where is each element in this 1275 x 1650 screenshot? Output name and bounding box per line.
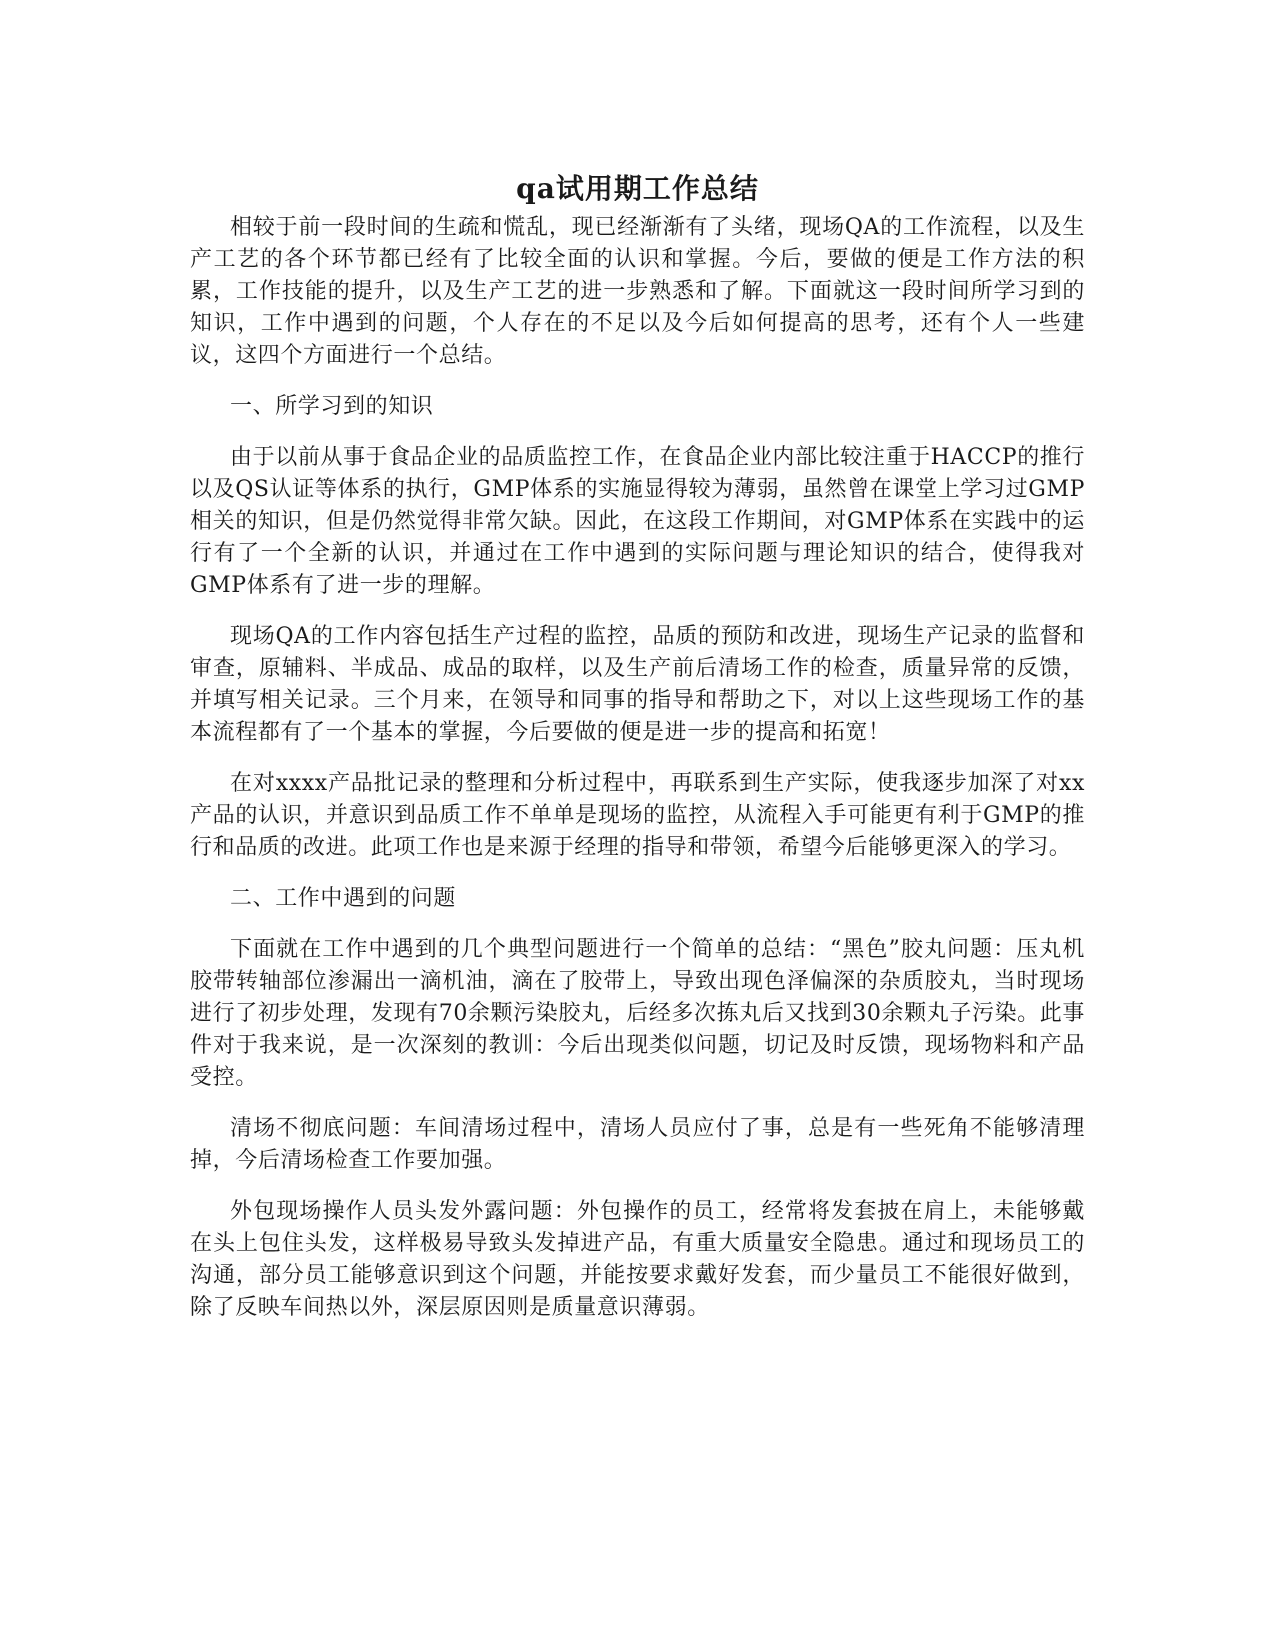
document-body	[190, 212, 1085, 1343]
paragraph-batch-records: 在对xxxx产品批记录的整理和分析过程中，再联系到生产实际，使我逐步加深了对xx产品的认识，并意识到品质工作不单单是现场的监控，从流程入手可能更有利于GMP的推行和品质的改进。此项工作也是来源于经理的指导和带领，希望今后能够更深入的学习。	[190, 771, 1085, 860]
paragraph-hair-exposure: 外包现场操作人员头发外露问题：外包操作的员工，经常将发套披在肩上，未能够戴在头上包住头发，这样极易导致头发掉进产品，有重大质量安全隐患。通过和现场员工的沟通，部分员工能够意识到这个问题，并能按要求戴好发套，而少量员工不能很好做到，除了反映车间热以外，深层原因则是质量意识薄弱。	[190, 1199, 1085, 1320]
paragraph-cleaning: 清场不彻底问题：车间清场过程中，清场人员应付了事，总是有一些死角不能够清理掉，今后清场检查工作要加强。	[190, 1116, 1085, 1173]
section-heading-problems: 二、工作中遇到的问题	[230, 886, 457, 911]
section-heading-knowledge: 一、所学习到的知识	[230, 394, 434, 419]
paragraph-qa-duties: 现场QA的工作内容包括生产过程的监控，品质的预防和改进，现场生产记录的监督和审查，原辅料、半成品、成品的取样，以及生产前后清场工作的检查，质量异常的反馈，并填写相关记录。三个月来，在领导和同事的指导和帮助之下，对以上这些现场工作的基本流程都有了一个基本的掌握，今后要做的便是进一步的提高和拓宽！	[190, 624, 1085, 745]
paragraph-black-capsule: 下面就在工作中遇到的几个典型问题进行一个简单的总结：“黑色”胶丸问题：压丸机胶带转轴部位渗漏出一滴机油，滴在了胶带上，导致出现色泽偏深的杂质胶丸，当时现场进行了初步处理，发现有70余颗污染胶丸，后经多次拣丸后又找到30余颗丸子污染。此事件对于我来说，是一次深刻的教训：今后出现类似问题，切记及时反馈，现场物料和产品受控。	[190, 937, 1085, 1090]
paragraph-intro: 相较于前一段时间的生疏和慌乱，现已经渐渐有了头绪，现场QA的工作流程，以及生产工艺的各个环节都已经有了比较全面的认识和掌握。今后，要做的便是工作方法的积累，工作技能的提升，以及生产工艺的进一步熟悉和了解。下面就这一段时间所学习到的知识，工作中遇到的问题，个人存在的不足以及今后如何提高的思考，还有个人一些建议，这四个方面进行一个总结。	[190, 215, 1085, 368]
paragraph-gmp-background: 由于以前从事于食品企业的品质监控工作，在食品企业内部比较注重于HACCP的推行以及QS认证等体系的执行，GMP体系的实施显得较为薄弱，虽然曾在课堂上学习过GMP相关的知识，但是仍然觉得非常欠缺。因此，在这段工作期间，对GMP体系在实践中的运行有了一个全新的认识，并通过在工作中遇到的实际问题与理论知识的结合，使得我对GMP体系有了进一步的理解。	[190, 445, 1085, 598]
document-title: qa试用期工作总结	[516, 171, 759, 205]
